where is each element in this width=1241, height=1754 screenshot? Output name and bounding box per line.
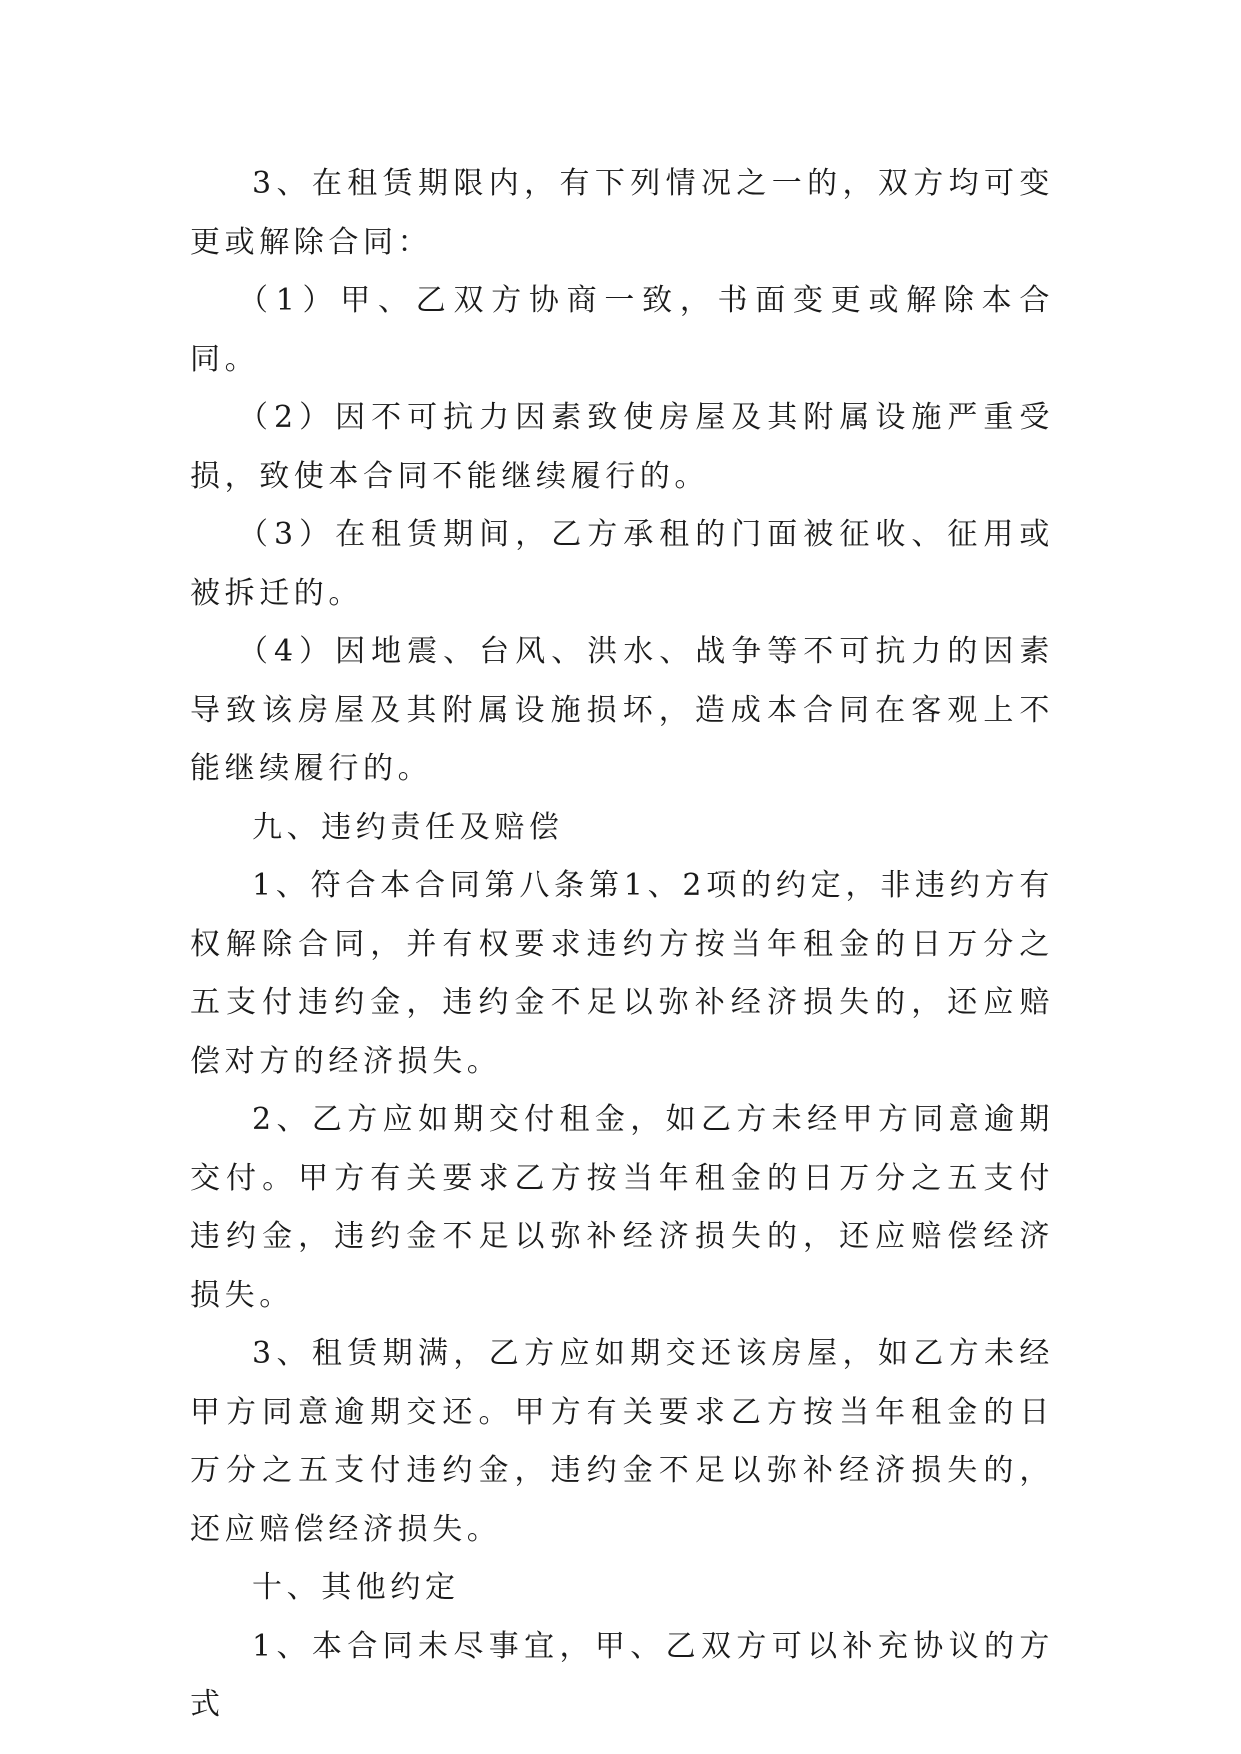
section-heading-other: 十、其他约定 bbox=[252, 1570, 460, 1605]
condition-item-2: （2）因不可抗力因素致使房屋及其附属设施严重受损，致使本合同不能继续履行的。 bbox=[190, 400, 1054, 494]
clause-termination-conditions: 3、在租赁期限内，有下列情况之一的，双方均可变更或解除合同： bbox=[190, 166, 1054, 260]
document-body bbox=[190, 155, 1054, 1735]
liability-clause-2: 2、乙方应如期交付租金，如乙方未经甲方同意逾期交付。甲方有关要求乙方按当年租金的日万分之五支付违约金，违约金不足以弥补经济损失的，还应赔偿经济损失。 bbox=[190, 1102, 1054, 1313]
section-heading-liability: 九、违约责任及赔偿 bbox=[252, 809, 564, 845]
condition-item-4: （4）因地震、台风、洪水、战争等不可抗力的因素导致该房屋及其附属设施损坏，造成本合同在客观上不能继续履行的。 bbox=[190, 634, 1054, 786]
other-clause-1: 1、本合同未尽事宜，甲、乙双方可以补充协议的方式 bbox=[190, 1628, 1054, 1722]
liability-clause-3: 3、租赁期满，乙方应如期交还该房屋，如乙方未经甲方同意逾期交还。甲方有关要求乙方按当年租金的日万分之五支付违约金，违约金不足以弥补经济损失的，还应赔偿经济损失。 bbox=[190, 1336, 1054, 1547]
condition-item-1: （1）甲、乙双方协商一致，书面变更或解除本合同。 bbox=[190, 283, 1054, 377]
condition-item-3: （3）在租赁期间，乙方承租的门面被征收、征用或被拆迁的。 bbox=[190, 517, 1054, 611]
liability-clause-1: 1、符合本合同第八条第1、2项的约定，非违约方有权解除合同，并有权要求违约方按当年租金的日万分之五支付违约金，违约金不足以弥补经济损失的，还应赔偿对方的经济损失。 bbox=[190, 868, 1054, 1079]
